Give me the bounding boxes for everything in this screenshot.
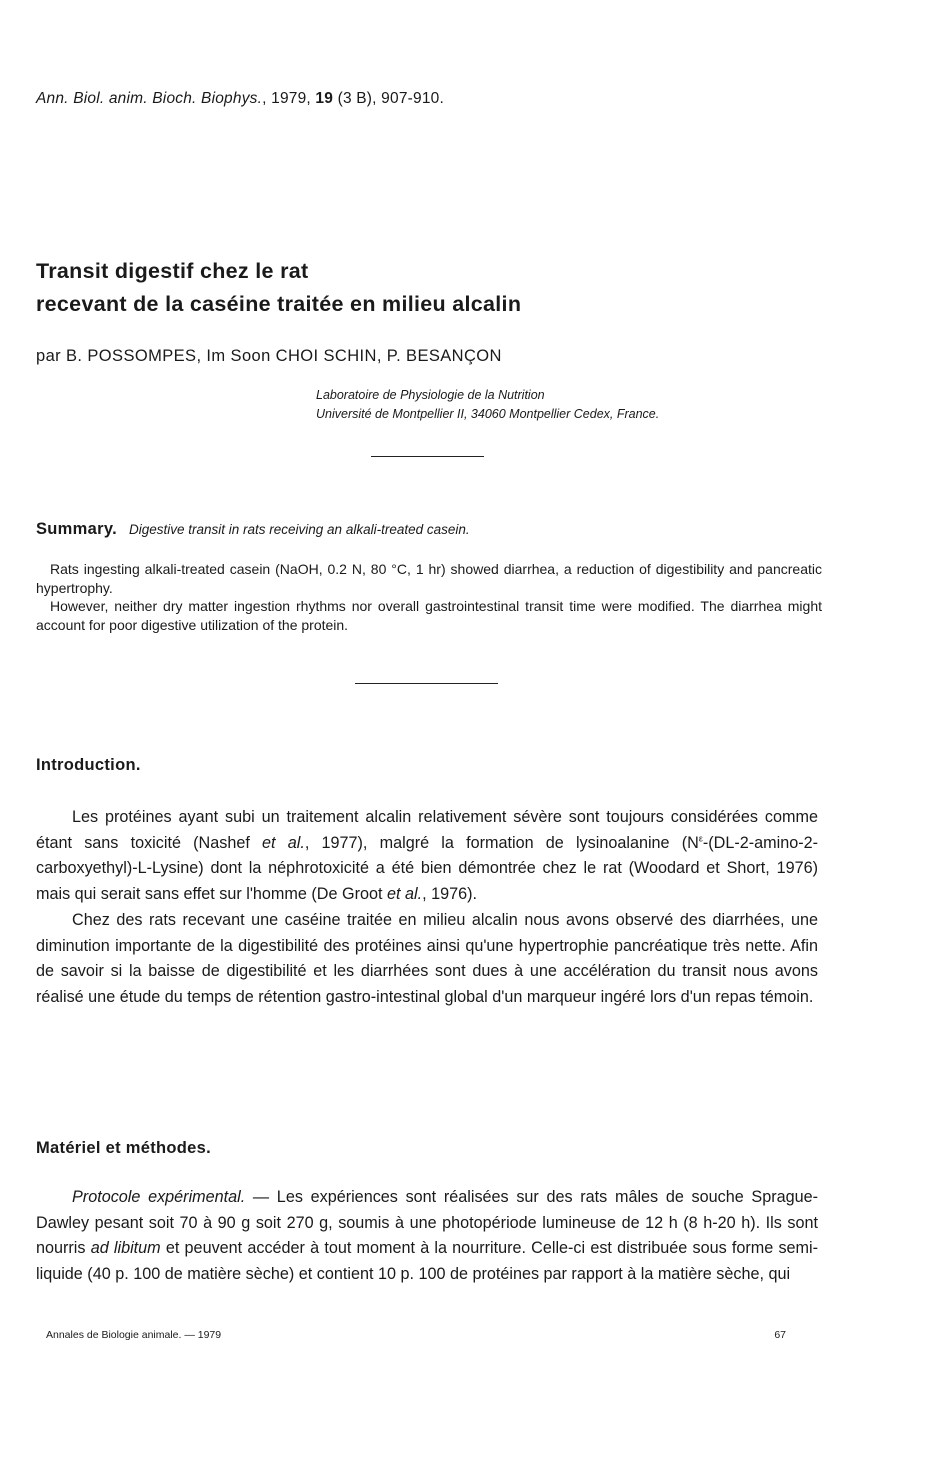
methods-body	[36, 1185, 818, 1288]
affiliation	[316, 386, 659, 424]
separator-rule-short	[355, 683, 498, 684]
affiliation-line-2: Université de Montpellier II, 34060 Montpellier Cedex, France.	[316, 407, 660, 421]
journal-issue-pages: (3 B), 907-910.	[333, 90, 444, 107]
abstract-paragraph-1: Rats ingesting alkali-treated casein (NaOH, 0.2 N, 80 °C, 1 hr) showed diarrhea, a reduction of digestibility and pancreatic hypertrophy.	[36, 561, 822, 596]
introduction-paragraph-1	[36, 805, 818, 908]
journal-name: Ann. Biol. anim. Bioch. Biophys.	[36, 90, 263, 107]
page-number: 67	[774, 1329, 786, 1341]
affiliation-line-1: Laboratoire de Physiologie de la Nutrition	[316, 388, 545, 402]
article-title	[36, 255, 521, 321]
intro-text-c: -(DL-2-amino-2-carboxyethyl)-L-Lysine) dont la néphrotoxicité a été bien démontrée chez le rat (Woodard et Short, 1976) mais qui serait sans effet sur l'homme (De Groot	[36, 833, 818, 904]
journal-volume: 19	[315, 90, 334, 107]
abstract	[36, 560, 822, 634]
abstract-paragraph-2: However, neither dry matter ingestion rhythms nor overall gastrointestinal transit time were modified. The diarrhea might account for poor digestive utilization of the protein.	[36, 598, 822, 633]
page-footer	[46, 1329, 786, 1341]
intro-text-b: , 1977), malgré la formation de lysinoalanine (N	[304, 833, 699, 852]
introduction-heading: Introduction.	[36, 756, 141, 774]
intro-superscript: ε	[698, 833, 703, 844]
methods-heading: Matériel et méthodes.	[36, 1139, 212, 1157]
methods-ad-libitum: ad libitum	[90, 1239, 161, 1258]
intro-etal-1: et al.	[262, 833, 305, 852]
footer-journal: Annales de Biologie animale. — 1979	[46, 1329, 222, 1341]
introduction-body	[36, 805, 818, 1011]
methods-lead: Protocole expérimental.	[72, 1188, 246, 1206]
authors: par B. POSSOMPES, Im Soon CHOI SCHIN, P. BESANÇON	[36, 347, 502, 365]
summary-heading-line	[36, 520, 470, 539]
methods-text-b: et peuvent accéder à tout moment à la nourriture. Celle-ci est distribuée sous forme semi-liquide (40 p. 100 de matière sèche) et contient 10 p. 100 de protéines par rapport à la matière sèche, qui	[36, 1239, 819, 1284]
journal-reference	[36, 90, 444, 108]
methods-text-a: — Les expériences sont réalisées sur des rats mâles de souche Sprague-Dawley pesant soit 70 à 90 g soit 270 g, soumis à une photopériode lumineuse de 12 h (8 h-20 h). Ils sont nourris	[36, 1188, 818, 1258]
intro-text-a: Les protéines ayant subi un traitement alcalin relativement sévère sont toujours considérées comme étant sans toxicité (Nashef	[36, 808, 818, 852]
intro-text-d: , 1976).	[422, 885, 477, 904]
intro-etal-2: et al.	[386, 885, 423, 904]
title-line-2: recevant de la caséine traitée en milieu alcalin	[36, 292, 522, 316]
title-line-1: Transit digestif chez le rat	[36, 259, 309, 283]
separator-rule	[371, 456, 484, 457]
summary-heading: Summary.	[36, 520, 117, 538]
summary-subtitle: Digestive transit in rats receiving an alkali-treated casein.	[128, 522, 470, 537]
introduction-paragraph-2: Chez des rats recevant une caséine traitée en milieu alcalin nous avons observé des diarrhées, une diminution importante de la digestibilité des protéines ainsi qu'une hypertrophie pancréatique très nette. Afin de savoir si la baisse de digestibilité et les diarrhées sont dues à une accélération du transit nous avons réalisé une étude du temps de rétention gastro-intestinal global d'un marqueur ingéré lors d'un repas témoin.	[36, 910, 818, 1006]
methods-paragraph-1	[36, 1185, 818, 1288]
journal-year: , 1979,	[262, 90, 316, 107]
